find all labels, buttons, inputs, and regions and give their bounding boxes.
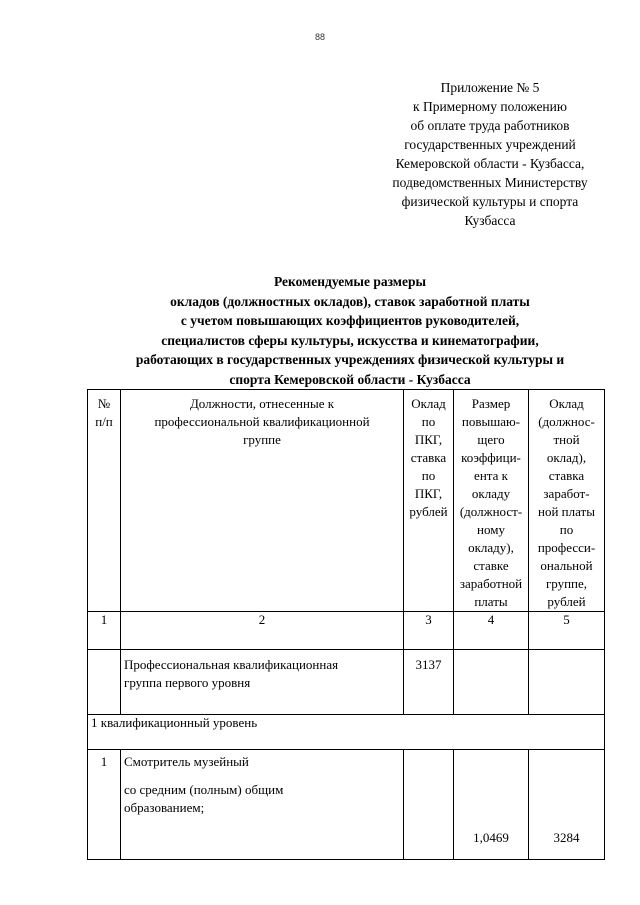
column-number: 2 bbox=[121, 612, 404, 650]
header-base-salary: Оклад по ПКГ, ставка по ПКГ, рублей bbox=[404, 390, 454, 612]
appendix-line: Кемеровской области - Кузбасса, bbox=[395, 156, 585, 171]
position-salary: 3284 bbox=[529, 750, 605, 860]
title-line: окладов (должностных окладов), ставок заработной платы bbox=[170, 293, 530, 309]
document-title bbox=[60, 272, 640, 389]
position-name: Смотритель музейный bbox=[124, 754, 249, 769]
title-line: спорта Кемеровской области - Кузбасса bbox=[229, 371, 471, 387]
position-number: 1 bbox=[88, 750, 121, 860]
appendix-line: к Примерному положению bbox=[413, 99, 567, 114]
position-detail: образованием; bbox=[124, 800, 205, 815]
column-number: 5 bbox=[529, 612, 605, 650]
salary-table bbox=[87, 389, 605, 860]
appendix-line: подведомственных Министерству bbox=[392, 175, 588, 190]
header-final-salary: Оклад (должнос- тной оклад), ставка заработ- ной платы по професси- ональной группе, рублей bbox=[529, 390, 605, 612]
title-line: с учетом повышающих коэффициентов руководителей, bbox=[180, 313, 520, 328]
table-header-row bbox=[88, 390, 605, 612]
position-name-cell bbox=[121, 750, 404, 860]
appendix-line: Кузбасса bbox=[464, 213, 516, 228]
header-coefficient: Размер повышаю- щего коэффици- ента к окладу (должност- ному окладу), ставке заработной платы bbox=[454, 390, 529, 612]
position-base-salary-cell bbox=[404, 750, 454, 860]
group-base-salary: 3137 bbox=[404, 650, 454, 715]
header-position: Должности, отнесенные к профессиональной квалификационной группе bbox=[121, 390, 404, 612]
appendix-line: государственных учреждений bbox=[404, 137, 576, 152]
column-number: 1 bbox=[88, 612, 121, 650]
header-number: № п/п bbox=[88, 390, 121, 612]
position-coefficient: 1,0469 bbox=[454, 750, 529, 860]
level-row bbox=[88, 715, 605, 750]
title-line: специалистов сферы культуры, искусства и кинематографии, bbox=[161, 332, 539, 348]
column-number-row bbox=[88, 612, 605, 650]
group-coefficient-cell bbox=[454, 650, 529, 715]
column-number: 4 bbox=[454, 612, 529, 650]
table-row bbox=[88, 750, 605, 860]
title-line: работающих в государственных учреждениях физической культуры и bbox=[135, 352, 565, 367]
appendix-line: физической культуры и спорта bbox=[401, 194, 579, 209]
appendix-line: Приложение № 5 bbox=[440, 80, 540, 95]
group-number-cell bbox=[88, 650, 121, 715]
group-salary-cell bbox=[529, 650, 605, 715]
title-line: Рекомендуемые размеры bbox=[273, 274, 427, 289]
appendix-line: об оплате труда работников bbox=[410, 118, 570, 133]
group-row bbox=[88, 650, 605, 715]
group-name: Профессиональная квалификационная группа первого уровня bbox=[121, 650, 404, 715]
appendix-heading bbox=[372, 78, 608, 230]
column-number: 3 bbox=[404, 612, 454, 650]
position-detail: со средним (полным) общим bbox=[124, 782, 284, 797]
page-number: 88 bbox=[314, 32, 325, 42]
qualification-level: 1 квалификационный уровень bbox=[88, 715, 605, 750]
